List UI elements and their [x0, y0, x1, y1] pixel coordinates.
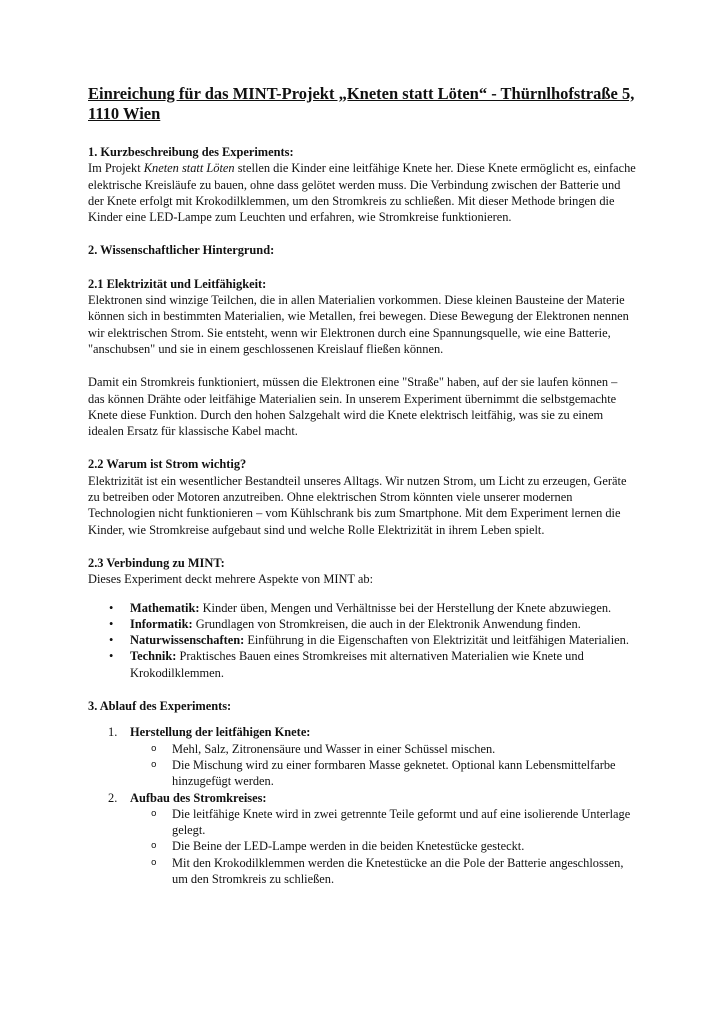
circle-bullet-icon: o — [151, 857, 157, 868]
circle-bullet-icon: o — [151, 808, 157, 819]
document-title: Einreichung für das MINT-Projekt „Kneten statt Löten“ - Thürnlhofstraße 5, 1110 Wien — [88, 84, 635, 123]
paragraph-text: Im Projekt — [88, 161, 144, 176]
list-item — [151, 838, 636, 854]
list-item-text: Mehl, Salz, Zitronensäure und Wasser in einer Schüssel mischen. — [172, 741, 496, 756]
step-number: 1. — [108, 725, 118, 740]
section-paragraph — [88, 160, 636, 225]
list-item — [109, 600, 636, 616]
list-item-text: Grundlagen von Stromkreisen, die auch in der Elektronik Anwendung finden. — [192, 616, 581, 631]
section-heading: 3. Ablauf des Experiments: — [88, 699, 232, 714]
section-paragraph: Damit ein Stromkreis funktioniert, müssen die Elektronen eine "Straße" haben, auf der sie laufen können – das können Drähte oder leitfähige Materialien sein. In unserem Experiment übernimmt die selbstgemachte Knete diese Funktion. Durch den hohen Salzgehalt wird die Knete elektrisch leitfähig, was sie zu einem idealen Ersatz für klassische Kabel macht. — [88, 375, 618, 439]
step-item — [108, 724, 636, 789]
step-item — [108, 790, 636, 888]
list-item-text: Einführung in die Eigenschaften von Elektrizität und leitfähigen Materialien. — [244, 633, 629, 648]
subsection-heading: 2.1 Elektrizität und Leitfähigkeit: — [88, 276, 267, 291]
section-paragraph: Dieses Experiment deckt mehrere Aspekte von MINT ab: — [88, 572, 374, 587]
step-sublist — [130, 741, 636, 790]
section-heading: 2. Wissenschaftlicher Hintergrund: — [88, 243, 275, 258]
list-item — [151, 757, 636, 790]
project-name-emphasis: Kneten statt Löten — [143, 161, 235, 176]
list-item-text: Praktisches Bauen eines Stromkreises mit alternativen Materialien wie Knete und Krokodilklemmen. — [130, 649, 584, 680]
section-elektrizitaet — [88, 276, 636, 440]
list-item — [109, 616, 636, 632]
section-strom-wichtig — [88, 456, 636, 537]
step-number: 2. — [108, 790, 118, 805]
section-mint — [88, 555, 636, 681]
section-paragraph: Elektronen sind winzige Teilchen, die in allen Materialien vorkommen. Diese kleinen Bausteine der Materie können sich in bestimmten Materialien, wie Metallen, frei bewegen. Diese Bewegung der Elektronen nennen wir elektrischen Strom. Sie entsteht, wenn wir Elektronen durch eine Spannungsquelle, wie eine Batterie, "anschubsen" und sie in einem geschlossenen Kreislauf fließen können. — [88, 293, 629, 356]
bullet-icon: • — [109, 649, 114, 664]
circle-bullet-icon: o — [151, 743, 157, 754]
section-ablauf — [88, 698, 636, 887]
section-heading: 1. Kurzbeschreibung des Experiments: — [88, 145, 294, 159]
section-paragraph: Elektrizität ist ein wesentlicher Bestandteil unseres Alltags. Wir nutzen Strom, um Licht zu erzeugen, Geräte zu betreiben oder Motoren anzutreiben. Ohne elektrischen Strom könnten viele unserer modernen Technologien nicht funktionieren – vom Kühlschrank bis zum Smartphone. Mit dem Experiment lernen die Kinder, wie Stromkreise aufgebaut sind und welche Rolle Elektrizität in ihrem Leben spielt. — [88, 473, 627, 537]
list-item — [151, 855, 636, 888]
bullet-icon: • — [109, 600, 114, 615]
list-item-text: Die Beine der LED-Lampe werden in die beiden Knetestücke gesteckt. — [172, 839, 525, 854]
step-sublist — [130, 806, 636, 887]
subsection-heading: 2.3 Verbindung zu MINT: — [88, 555, 225, 570]
section-kurzbeschreibung — [88, 144, 636, 225]
list-item-label: Mathematik: — [130, 600, 200, 615]
circle-bullet-icon: o — [151, 759, 157, 770]
list-item-text: Mit den Krokodilklemmen werden die Knetestücke an die Pole der Batterie angeschlossen, um den Stromkreis zu schließen. — [172, 855, 624, 886]
list-item-text: Kinder üben, Mengen und Verhältnisse bei der Herstellung der Knete abzuwiegen. — [199, 600, 612, 615]
circle-bullet-icon: o — [151, 841, 157, 852]
list-item-label: Naturwissenschaften: — [130, 633, 245, 648]
steps-list — [88, 724, 636, 887]
list-item-label: Technik: — [130, 649, 177, 664]
list-item-label: Informatik: — [130, 616, 193, 631]
mint-list — [88, 600, 636, 681]
list-item-text: Die leitfähige Knete wird in zwei getrennte Teile geformt und auf eine isolierende Unterlage gelegt. — [172, 806, 631, 838]
list-item-text: Die Mischung wird zu einer formbaren Masse geknetet. Optional kann Lebensmittelfarbe hinzugefügt werden. — [172, 757, 616, 789]
step-label: Herstellung der leitfähigen Knete: — [130, 725, 311, 740]
section-hintergrund — [88, 242, 636, 258]
paragraph-text: stellen die Kinder eine leitfähige Knete her. Diese Knete ermöglicht es, einfache elektrische Kreisläufe zu bauen, ohne dass gelötet werden muss. Die Verbindung zwischen der Batterie und der Knete erfolgt mit Krokodilklemmen, um den Stromkreis zu schließen. Mit dieser Methode bringen die Kinder eine LED-Lampe zum Leuchten und erfahren, wie Stromkreise funktionieren. — [88, 161, 636, 225]
list-item — [109, 648, 636, 681]
bullet-icon: • — [109, 616, 114, 631]
step-label: Aufbau des Stromkreises: — [130, 790, 267, 805]
subsection-heading: 2.2 Warum ist Strom wichtig? — [88, 457, 247, 472]
list-item — [109, 632, 636, 648]
list-item — [151, 806, 636, 839]
bullet-icon: • — [109, 633, 114, 648]
list-item — [151, 741, 636, 757]
